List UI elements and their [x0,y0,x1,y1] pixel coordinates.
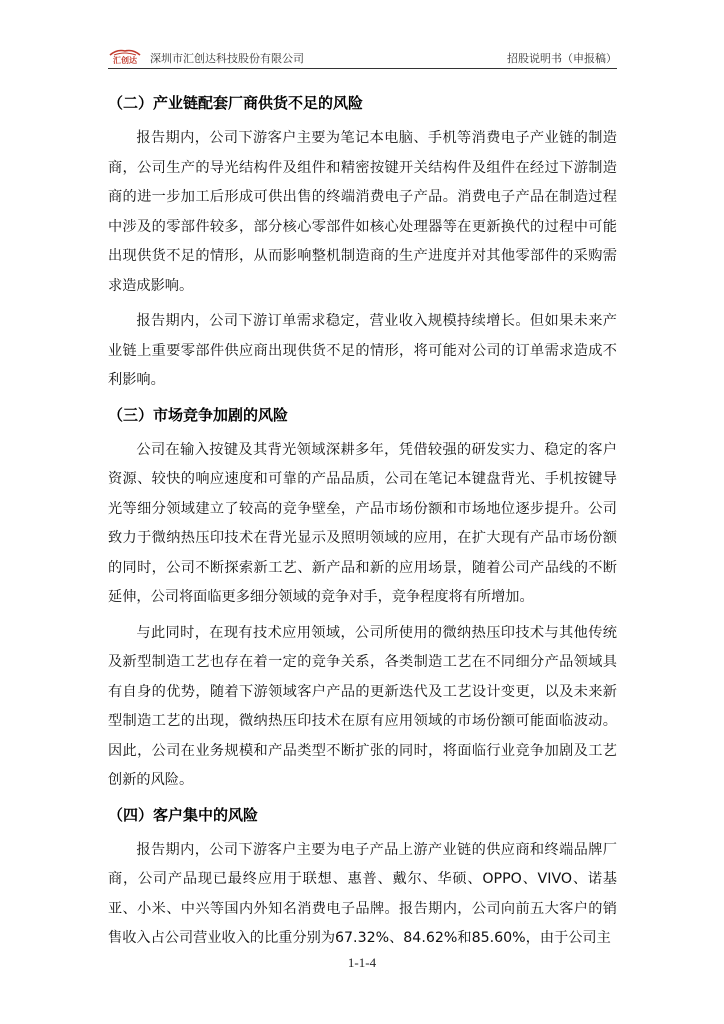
document-title: 招股说明书（申报稿） [507,52,617,65]
document-body [108,84,617,960]
paragraph: 报告期内，公司下游订单需求稳定，营业收入规模持续增长。但如果未来产业链上重要零部件供应商出现供货不足的情形，将可能对公司的订单需求造成不利影响。 [108,313,617,388]
company-name: 深圳市汇创达科技股份有限公司 [150,52,304,65]
paragraph: 公司在输入按键及其背光领域深耕多年，凭借较强的研发实力、稳定的客户资源、较快的响应速度和可靠的产品品质，公司在笔记本键盘背光、手机按键导光等细分领域建立了较高的竞争壁垒，产品市场份额和市场地位逐步提升。公司致力于微纳热压印技术在背光显示及照明领域的应用，在扩大现有产品市场份额的同时，公司不断探索新工艺、新产品和新的应用场景，随着公司产品线的不断延伸，公司将面临更多细分领域的竞争对手，竞争程度将有所增加。 [108,441,617,605]
paragraph: 与此同时，在现有技术应用领域，公司所使用的微纳热压印技术与其他传统及新型制造工艺也存在着一定的竞争关系，各类制造工艺在不同细分产品领域具有自身的优势，随着下游领域客户产品的更新迭代及工艺设计变更，以及未来新型制造工艺的出现，微纳热压印技术在原有应用领域的市场份额可能面临波动。因此，公司在业务规模和产品类型不断扩张的同时，将面临行业竞争加剧及工艺创新的风险。 [108,624,617,788]
section-heading: （四）客户集中的风险 [108,805,259,824]
company-logo [108,48,142,64]
paragraph: 报告期内，公司下游客户主要为电子产品上游产业链的供应商和终端品牌厂商，公司产品现已最终应用于联想、惠普、戴尔、华硕、OPPO、VIVO、诺基亚、小米、中兴等国内外知名消费电子品牌。报告期内，公司向前五大客户的销售收入占公司营业收入的比重分别为67.32%、84.62%和85.60%，由于公司主 [108,841,617,946]
section-heading: （三）市场竞争加剧的风险 [108,405,289,424]
header-divider [108,68,617,69]
page-header [108,46,617,66]
logo-text: 汇创达 [113,56,137,64]
section-heading: （二）产业链配套厂商供货不足的风险 [108,94,364,112]
paragraph: 报告期内，公司下游客户主要为笔记本电脑、手机等消费电子产业链的制造商，公司生产的导光结构件及组件和精密按键开关结构件及组件在经过下游制造商的进一步加工后形成可供出售的终端消费电子产品。消费电子产品在制造过程中涉及的零部件较多，部分核心零部件如核心处理器等在更新换代的过程中可能出现供货不足的情形，从而影响整机制造商的生产进度并对其他零部件的采购需求造成影响。 [108,130,617,294]
page-number: 1-1-4 [347,955,377,970]
